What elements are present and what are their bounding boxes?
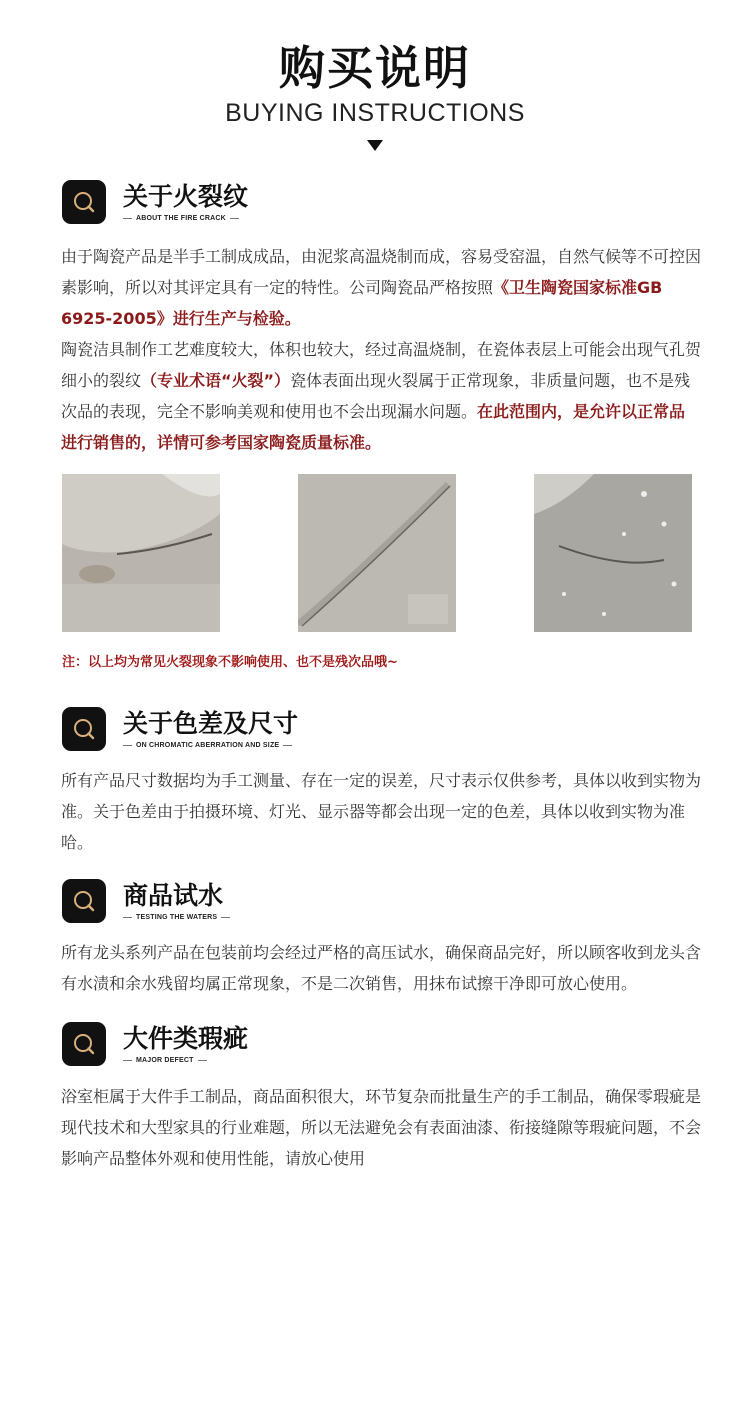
term-highlight: （专业术语“火裂”） <box>141 371 291 390</box>
section-title: 关于色差及尺寸 <box>123 709 299 738</box>
section-subtitle: ABOUT THE FIRE CRACK <box>136 215 226 222</box>
magnifier-icon <box>62 707 106 751</box>
magnifier-icon <box>62 1022 106 1066</box>
down-arrow-icon <box>367 140 383 151</box>
paragraph-text: 陶瓷洁具制作工艺难度较大，体积也较大，经过高温烧制，在瓷体表层上可能会出现气孔贺细小的裂纹 <box>61 340 702 390</box>
magnifier-icon <box>62 879 106 923</box>
fire-crack-photo-3 <box>534 474 692 632</box>
section-title: 关于火裂纹 <box>123 182 249 211</box>
paragraph-text: 瓷体表面出现火裂属于正常现象，非质量问题，也不是残次品的表现，完全不影响美观和使用也不会出现漏水问题。 <box>61 371 691 421</box>
magnifier-icon <box>62 180 106 224</box>
page-header <box>0 0 750 151</box>
paragraph-text: 由于陶瓷产品是半手工制成成品，由泥浆高温烧制而成，容易受窑温，自然气候等不可控因素影响，所以对其评定具有一定的特性。公司陶瓷品严格按照 <box>61 247 702 297</box>
fire-crack-note: 注：以上均为常见火裂现象不影响使用、也不是残次品哦~ <box>62 655 398 670</box>
fire-crack-paragraph-1 <box>61 241 701 334</box>
standard-reference: 《卫生陶瓷国家标准GB 6925-2005》进行生产与检验。 <box>61 278 663 328</box>
sale-note-highlight: 在此范围内，是允许以正常品进行销售的，详情可参考国家陶瓷质量标准。 <box>61 402 686 452</box>
water-test-paragraph: 所有龙头系列产品在包装前均会经过严格的高压试水，确保商品完好，所以顾客收到龙头含有水渍和余水残留均属正常现象，不是二次销售，用抹布试擦干净即可放心使用。 <box>61 943 702 993</box>
page-subtitle: BUYING INSTRUCTIONS <box>225 99 525 127</box>
section-title: 商品试水 <box>123 881 224 910</box>
major-defect-paragraph: 浴室柜属于大件手工制品，商品面积很大，环节复杂而批量生产的手工制品，确保零瑕疵是现代技术和大型家具的行业难题，所以无法避免会有表面油漆、衔接缝隙等瑕疵问题，不会影响产品整体外观和使用性能，请放心使用 <box>61 1087 702 1168</box>
page-title: 购买说明 <box>279 41 471 95</box>
section-water-test-header <box>62 879 230 923</box>
section-fire-crack-header <box>62 180 248 224</box>
fire-crack-photos <box>62 474 692 632</box>
section-subtitle: MAJOR DEFECT <box>136 1057 194 1064</box>
fire-crack-photo-1 <box>62 474 220 632</box>
section-subtitle: ON CHROMATIC ABERRATION AND SIZE <box>136 742 280 749</box>
section-color-size-header <box>62 707 298 751</box>
section-title: 大件类瑕疵 <box>123 1024 249 1053</box>
section-subtitle: TESTING THE WATERS <box>136 914 218 921</box>
section-major-defect-header <box>62 1022 248 1066</box>
fire-crack-paragraph-2 <box>61 334 701 458</box>
color-size-paragraph: 所有产品尺寸数据均为手工测量、存在一定的误差，尺寸表示仅供参考，具体以收到实物为准。关于色差由于拍摄环境、灯光、显示器等都会出现一定的色差，具体以收到实物为准哈。 <box>61 771 702 852</box>
fire-crack-photo-2 <box>298 474 456 632</box>
